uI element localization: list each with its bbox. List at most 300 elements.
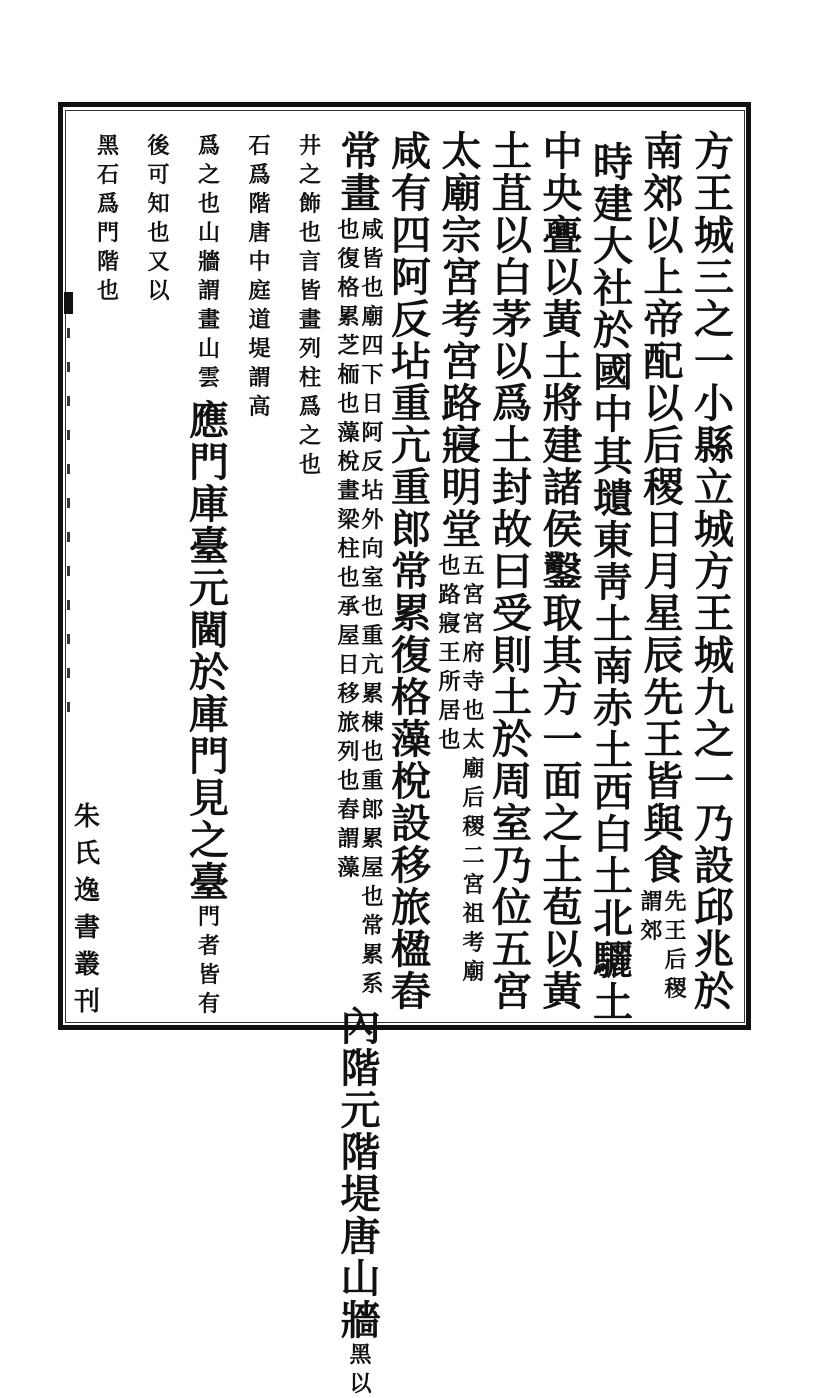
annotation-glyph: 階 xyxy=(96,249,119,275)
annotation-glyph: 居 xyxy=(438,698,461,724)
annotation-glyph: 爲 xyxy=(248,162,271,188)
glyph: 梲 xyxy=(391,758,431,805)
annotation-glyph: 庭 xyxy=(248,278,271,304)
glyph: 侯 xyxy=(542,506,583,553)
glyph: 小 xyxy=(694,380,734,427)
glyph: 郎 xyxy=(391,506,431,553)
annotation-glyph: 謂 xyxy=(337,826,360,852)
glyph: 庫 xyxy=(189,481,229,528)
glyph: 宗 xyxy=(441,212,482,259)
annotation-glyph: 常 xyxy=(361,913,384,939)
annotation-glyph: 五 xyxy=(462,553,485,579)
annotation-glyph: 唐 xyxy=(248,220,271,246)
glyph: 一 xyxy=(694,338,734,385)
annotation-glyph: 室 xyxy=(361,565,384,591)
glyph: 設 xyxy=(391,800,431,847)
annotation-glyph: 柱 xyxy=(337,536,360,562)
annotation-glyph: 向 xyxy=(361,536,384,562)
glyph: 爲 xyxy=(492,380,532,427)
text-column xyxy=(387,0,435,1015)
glyph: 重 xyxy=(391,380,431,427)
footer-glyph: 氏 xyxy=(73,839,100,869)
annotation-glyph: 屋 xyxy=(337,623,360,649)
annotation-glyph: 累 xyxy=(361,826,384,852)
glyph: 廟 xyxy=(441,170,482,217)
annotation-glyph: 累 xyxy=(361,681,384,707)
gutter-mark xyxy=(67,566,70,576)
annotation-glyph: 後 xyxy=(147,133,170,159)
glyph: 日 xyxy=(643,506,684,553)
glyph: 藻 xyxy=(391,716,431,763)
annotation-glyph: 四 xyxy=(361,333,384,359)
annotation-glyph: 高 xyxy=(248,394,271,420)
annotation-glyph: 梁 xyxy=(337,507,360,533)
annotation-glyph: 承 xyxy=(337,594,360,620)
glyph: 元 xyxy=(340,1087,381,1134)
glyph: 坫 xyxy=(391,338,431,385)
footer-glyph: 書 xyxy=(73,913,100,943)
glyph: 階 xyxy=(340,1045,381,1092)
annotation-glyph: 旅 xyxy=(337,710,360,736)
annotation-glyph: 皆 xyxy=(197,962,220,988)
glyph: 臺 xyxy=(189,859,229,906)
annotation-glyph: 下 xyxy=(361,362,384,388)
annotation-glyph: 也 xyxy=(438,727,461,753)
annotation-glyph: 稷 xyxy=(462,814,485,840)
glyph: 三 xyxy=(694,254,734,301)
annotation-glyph: 日 xyxy=(337,652,360,678)
annotation-glyph: 后 xyxy=(664,947,687,973)
annotation-glyph: 列 xyxy=(298,336,321,362)
glyph: 西 xyxy=(593,768,633,816)
glyph: 宮 xyxy=(441,254,482,301)
annotation-glyph: 也 xyxy=(337,768,360,794)
annotation-glyph: 外 xyxy=(361,507,384,533)
glyph: 見 xyxy=(189,775,229,822)
glyph: 路 xyxy=(441,380,482,427)
glyph: 楹 xyxy=(391,926,431,973)
footer-glyph: 朱 xyxy=(73,802,100,832)
glyph: 四 xyxy=(391,212,431,259)
glyph: 稷 xyxy=(643,464,684,511)
text-column xyxy=(185,0,233,1017)
text-column xyxy=(236,0,284,900)
glyph: 門 xyxy=(189,439,229,486)
annotation-glyph: 后 xyxy=(462,785,485,811)
glyph: 白 xyxy=(593,810,633,858)
annotation-glyph: 謂 xyxy=(248,365,271,391)
annotation-glyph: 廟 xyxy=(462,959,485,985)
annotation-glyph: 井 xyxy=(298,133,321,159)
annotation-glyph: 二 xyxy=(462,843,485,869)
glyph: 央 xyxy=(542,170,583,217)
glyph: 與 xyxy=(643,800,684,847)
annotation-glyph: 郎 xyxy=(361,797,384,823)
glyph: 立 xyxy=(694,464,734,511)
glyph: 有 xyxy=(391,170,431,217)
glyph: 面 xyxy=(542,758,583,805)
glyph: 受 xyxy=(492,590,532,637)
glyph: 於 xyxy=(189,649,229,696)
glyph: 方 xyxy=(542,674,583,721)
glyph: 茅 xyxy=(492,296,532,343)
annotation-glyph: 梲 xyxy=(337,449,360,475)
glyph: 時 xyxy=(593,138,633,186)
annotation-glyph: 也 xyxy=(147,220,170,246)
glyph: 舂 xyxy=(391,968,431,1015)
glyph: 以 xyxy=(542,254,583,301)
glyph: 門 xyxy=(189,733,229,780)
glyph: 以 xyxy=(643,380,684,427)
glyph: 建 xyxy=(542,422,583,469)
annotation-glyph: 累 xyxy=(337,304,360,330)
glyph: 先 xyxy=(643,674,684,721)
glyph: 中 xyxy=(542,128,583,175)
annotation-glyph: 石 xyxy=(96,162,119,188)
text-column xyxy=(640,0,688,1002)
annotation-glyph: 也 xyxy=(361,275,384,301)
annotation-glyph: 復 xyxy=(337,246,360,272)
glyph: 以 xyxy=(492,212,532,259)
annotation-glyph: 畫 xyxy=(298,307,321,333)
annotation-glyph: 先 xyxy=(664,889,687,915)
glyph: 土 xyxy=(492,128,532,175)
annotation-glyph: 芝 xyxy=(337,333,360,359)
glyph: 寢 xyxy=(441,422,482,469)
glyph: 后 xyxy=(643,422,684,469)
annotation-glyph: 栭 xyxy=(337,362,360,388)
text-column xyxy=(337,0,385,1397)
annotation-glyph: 亢 xyxy=(361,652,384,678)
glyph: 之 xyxy=(694,296,734,343)
glyph: 土 xyxy=(593,600,633,648)
annotation-glyph: 皆 xyxy=(298,278,321,304)
glyph: 宮 xyxy=(441,338,482,385)
annotation-glyph: 重 xyxy=(361,768,384,794)
annotation-glyph: 王 xyxy=(438,640,461,666)
glyph: 以 xyxy=(542,926,583,973)
text-column xyxy=(135,0,183,900)
annotation-glyph: 之 xyxy=(298,162,321,188)
glyph: 城 xyxy=(694,212,734,259)
glyph: 南 xyxy=(593,642,633,690)
annotation-glyph: 謂 xyxy=(197,278,220,304)
glyph: 常 xyxy=(391,548,431,595)
glyph: 南 xyxy=(643,128,684,175)
glyph: 反 xyxy=(391,296,431,343)
annotation-glyph: 廟 xyxy=(462,756,485,782)
fish-tail-mark xyxy=(64,292,73,314)
glyph: 之 xyxy=(542,800,583,847)
glyph: 土 xyxy=(593,726,633,774)
annotation-glyph: 也 xyxy=(438,553,461,579)
glyph: 唐 xyxy=(340,1213,381,1260)
annotation-glyph: 也 xyxy=(361,739,384,765)
glyph: 閫 xyxy=(189,607,229,654)
gutter-mark xyxy=(67,396,70,406)
annotation-glyph: 柱 xyxy=(298,365,321,391)
glyph: 方 xyxy=(694,548,734,595)
glyph: 將 xyxy=(542,380,583,427)
glyph: 以 xyxy=(492,338,532,385)
annotation-glyph: 者 xyxy=(197,933,220,959)
annotation-glyph: 可 xyxy=(147,162,170,188)
annotation-glyph: 格 xyxy=(337,275,360,301)
glyph: 內 xyxy=(340,1003,381,1050)
glyph: 其 xyxy=(593,432,633,480)
annotation-glyph: 畫 xyxy=(337,478,360,504)
glyph: 山 xyxy=(340,1255,381,1302)
glyph: 亹 xyxy=(542,212,583,259)
annotation-glyph: 寺 xyxy=(462,669,485,695)
glyph: 封 xyxy=(492,464,532,511)
glyph: 明 xyxy=(441,464,482,511)
annotation-glyph: 飾 xyxy=(298,191,321,217)
glyph: 太 xyxy=(441,128,482,175)
glyph: 牆 xyxy=(340,1297,381,1344)
glyph: 土 xyxy=(492,674,532,721)
annotation-glyph: 有 xyxy=(197,991,220,1017)
annotation-glyph: 牆 xyxy=(197,249,220,275)
annotation-glyph: 藻 xyxy=(337,420,360,446)
annotation-glyph: 山 xyxy=(197,336,220,362)
glyph: 故 xyxy=(492,506,532,553)
glyph: 社 xyxy=(593,264,633,312)
glyph: 諸 xyxy=(542,464,583,511)
annotation-glyph: 列 xyxy=(337,739,360,765)
glyph: 堤 xyxy=(340,1171,381,1218)
annotation-glyph: 之 xyxy=(197,162,220,188)
glyph: 一 xyxy=(542,716,583,763)
annotation-glyph: 也 xyxy=(361,884,384,910)
annotation-glyph: 皆 xyxy=(361,246,384,272)
annotation-glyph: 也 xyxy=(298,452,321,478)
annotation-glyph: 反 xyxy=(361,449,384,475)
annotation-glyph: 郊 xyxy=(640,918,663,944)
annotation-glyph: 咸 xyxy=(361,217,384,243)
text-column xyxy=(690,0,738,1015)
glyph: 中 xyxy=(593,390,633,438)
annotation-glyph: 累 xyxy=(361,942,384,968)
footer-glyph: 逸 xyxy=(73,876,100,906)
glyph: 土 xyxy=(542,338,583,385)
annotation-glyph: 畫 xyxy=(197,307,220,333)
glyph: 土 xyxy=(593,852,633,900)
glyph: 配 xyxy=(643,338,684,385)
annotation-glyph: 知 xyxy=(147,191,170,217)
annotation-glyph: 也 xyxy=(462,698,485,724)
glyph: 壝 xyxy=(593,474,633,522)
annotation-glyph: 宮 xyxy=(462,582,485,608)
glyph: 北 xyxy=(593,894,633,942)
gutter-mark xyxy=(67,362,70,372)
glyph: 辰 xyxy=(643,632,684,679)
annotation-glyph: 也 xyxy=(337,391,360,417)
annotation-glyph: 考 xyxy=(462,930,485,956)
glyph: 室 xyxy=(492,800,532,847)
glyph: 畫 xyxy=(340,170,381,217)
annotation-glyph: 雲 xyxy=(197,365,220,391)
footer-title xyxy=(72,800,102,1030)
glyph: 一 xyxy=(694,758,734,805)
annotation-glyph: 稷 xyxy=(664,976,687,1002)
glyph: 堂 xyxy=(441,506,482,553)
annotation-glyph: 所 xyxy=(438,669,461,695)
annotation-glyph: 堤 xyxy=(248,336,271,362)
annotation-glyph: 阿 xyxy=(361,420,384,446)
gutter-mark xyxy=(67,634,70,644)
glyph: 國 xyxy=(593,348,633,396)
annotation-glyph: 也 xyxy=(337,565,360,591)
glyph: 縣 xyxy=(694,422,734,469)
glyph: 臺 xyxy=(189,523,229,570)
annotation-glyph: 也 xyxy=(361,594,384,620)
glyph: 驪 xyxy=(593,936,633,984)
annotation-glyph: 坫 xyxy=(361,478,384,504)
glyph: 於 xyxy=(492,716,532,763)
annotation-glyph: 道 xyxy=(248,307,271,333)
gutter-mark xyxy=(67,498,70,508)
glyph: 苴 xyxy=(492,170,532,217)
annotation-glyph: 日 xyxy=(361,391,384,417)
glyph: 之 xyxy=(694,716,734,763)
glyph: 郊 xyxy=(643,170,684,217)
annotation-glyph: 石 xyxy=(248,133,271,159)
glyph: 取 xyxy=(542,590,583,637)
annotation-glyph: 山 xyxy=(197,220,220,246)
gutter-mark xyxy=(67,668,70,678)
glyph: 設 xyxy=(694,842,734,889)
glyph: 元 xyxy=(189,565,229,612)
annotation-glyph: 王 xyxy=(664,918,687,944)
glyph: 星 xyxy=(643,590,684,637)
annotation-glyph: 中 xyxy=(248,249,271,275)
annotation-glyph: 祖 xyxy=(462,901,485,927)
glyph: 鑿 xyxy=(542,548,583,595)
glyph: 兆 xyxy=(694,926,734,973)
annotation-glyph: 也 xyxy=(337,217,360,243)
glyph: 其 xyxy=(542,632,583,679)
glyph: 累 xyxy=(391,590,431,637)
glyph: 周 xyxy=(492,758,532,805)
glyph: 乃 xyxy=(492,842,532,889)
glyph: 九 xyxy=(694,674,734,721)
glyph: 於 xyxy=(694,968,734,1015)
glyph: 上 xyxy=(643,254,684,301)
annotation-glyph: 門 xyxy=(197,904,220,930)
annotation-glyph: 又 xyxy=(147,249,170,275)
annotation-glyph: 也 xyxy=(197,191,220,217)
text-column xyxy=(286,0,334,900)
glyph: 黃 xyxy=(542,968,583,1015)
annotation-glyph: 藻 xyxy=(337,855,360,881)
glyph: 復 xyxy=(391,632,431,679)
gutter-mark xyxy=(67,532,70,542)
glyph: 考 xyxy=(441,296,482,343)
annotation-glyph: 爲 xyxy=(197,133,220,159)
glyph: 曰 xyxy=(492,548,532,595)
glyph: 土 xyxy=(542,842,583,889)
glyph: 大 xyxy=(593,222,633,270)
text-column xyxy=(438,0,486,985)
annotation-glyph: 棟 xyxy=(361,710,384,736)
gutter-mark xyxy=(67,702,70,712)
footer-glyph: 叢 xyxy=(73,950,100,980)
glyph: 乃 xyxy=(694,800,734,847)
annotation-glyph: 以 xyxy=(349,1371,372,1397)
annotation-glyph: 爲 xyxy=(298,394,321,420)
annotation-glyph: 黑 xyxy=(96,133,119,159)
glyph: 王 xyxy=(694,170,734,217)
glyph: 赤 xyxy=(593,684,633,732)
glyph: 以 xyxy=(643,212,684,259)
glyph: 食 xyxy=(643,842,684,889)
glyph: 階 xyxy=(340,1129,381,1176)
glyph: 王 xyxy=(694,590,734,637)
text-column xyxy=(84,0,132,900)
annotation-glyph: 之 xyxy=(298,423,321,449)
glyph: 方 xyxy=(694,128,734,175)
annotation-glyph: 也 xyxy=(298,220,321,246)
glyph: 東 xyxy=(593,516,633,564)
glyph: 庫 xyxy=(189,691,229,738)
annotation-glyph: 路 xyxy=(438,582,461,608)
annotation-glyph: 舂 xyxy=(337,797,360,823)
annotation-glyph: 屋 xyxy=(361,855,384,881)
glyph: 則 xyxy=(492,632,532,679)
annotation-glyph: 廟 xyxy=(361,304,384,330)
gutter-mark xyxy=(67,430,70,440)
glyph: 土 xyxy=(492,422,532,469)
glyph: 城 xyxy=(694,506,734,553)
glyph: 常 xyxy=(340,128,381,175)
glyph: 帝 xyxy=(643,296,684,343)
glyph: 土 xyxy=(593,978,633,1026)
annotation-glyph: 階 xyxy=(248,191,271,217)
glyph: 宮 xyxy=(492,968,532,1015)
glyph: 白 xyxy=(492,254,532,301)
annotation-glyph: 門 xyxy=(96,220,119,246)
glyph: 苞 xyxy=(542,884,583,931)
text-column xyxy=(539,0,587,1015)
glyph: 旅 xyxy=(391,884,431,931)
annotation-glyph: 謂 xyxy=(640,889,663,915)
glyph: 五 xyxy=(492,926,532,973)
glyph: 重 xyxy=(391,464,431,511)
annotation-glyph: 太 xyxy=(462,727,485,753)
gutter-mark xyxy=(67,328,70,338)
annotation-glyph: 寢 xyxy=(438,611,461,637)
gutter-mark xyxy=(67,464,70,474)
glyph: 亢 xyxy=(391,422,431,469)
glyph: 於 xyxy=(593,306,633,354)
glyph: 格 xyxy=(391,674,431,721)
glyph: 應 xyxy=(189,397,229,444)
glyph: 皆 xyxy=(643,758,684,805)
glyph: 王 xyxy=(643,716,684,763)
glyph: 位 xyxy=(492,884,532,931)
glyph: 移 xyxy=(391,842,431,889)
glyph: 咸 xyxy=(391,128,431,175)
annotation-glyph: 也 xyxy=(96,278,119,304)
annotation-glyph: 系 xyxy=(361,971,384,997)
gutter-mark xyxy=(67,600,70,610)
glyph: 黃 xyxy=(542,296,583,343)
glyph: 之 xyxy=(189,817,229,864)
text-column xyxy=(589,0,637,1026)
glyph: 靑 xyxy=(593,558,633,606)
glyph: 月 xyxy=(643,548,684,595)
